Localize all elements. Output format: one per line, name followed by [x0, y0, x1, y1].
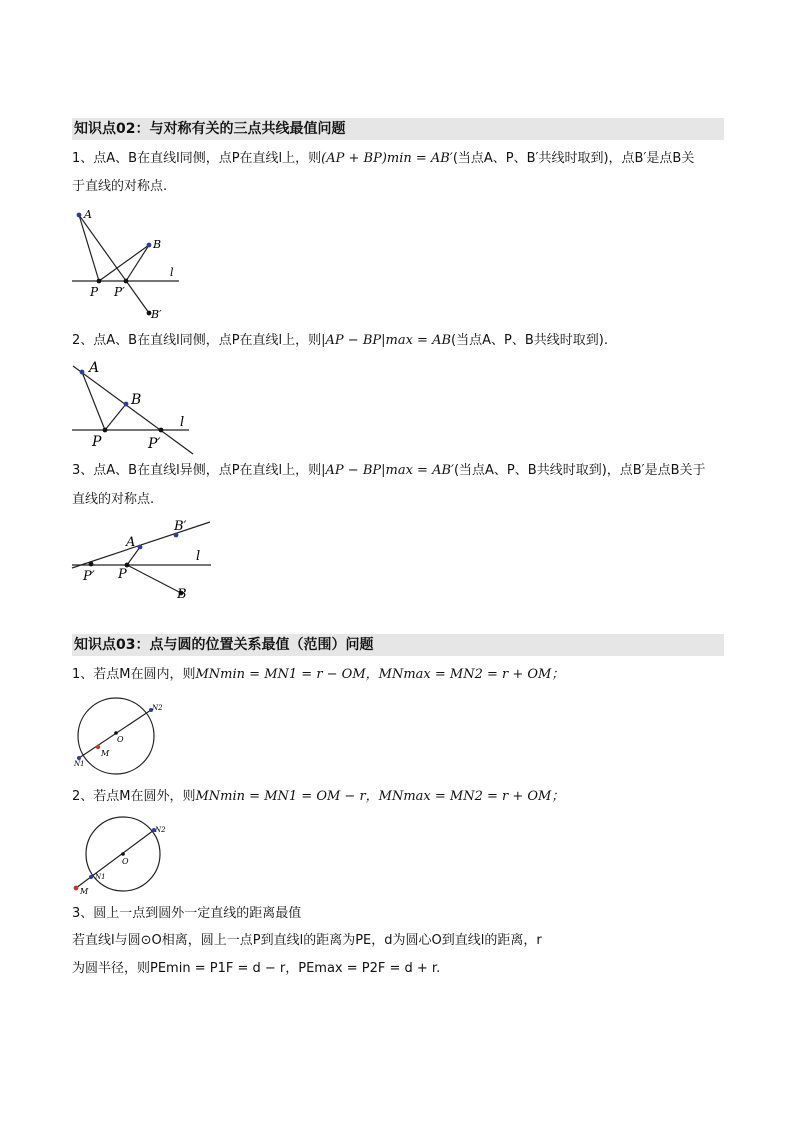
s3-item2-line — [72, 788, 564, 806]
label-A: A — [89, 360, 100, 376]
label-l: l — [180, 415, 185, 430]
s2-item2-text-b: (当点A、P、B共线时取到). — [451, 333, 608, 348]
s3-item1-prefix: 1、若点M在圆内，则 — [72, 667, 196, 682]
label-B: B — [177, 587, 187, 602]
label-N2: N2 — [155, 826, 166, 834]
s2-item1-line2: 于直线的对称点. — [72, 179, 168, 194]
label-l: l — [170, 266, 174, 279]
label-N1: N1 — [74, 760, 85, 768]
label-M: M — [101, 749, 110, 758]
s2-item1-formula: (AP + BP)min = AB′ — [321, 151, 453, 166]
s3-item3-line1: 3、圆上一点到圆外一定直线的距离最值 — [72, 906, 302, 921]
s2-item3-line1 — [72, 462, 706, 480]
label-B: B — [131, 392, 142, 408]
figure-point-outside-circle — [66, 812, 176, 897]
label-N2: N2 — [152, 704, 163, 712]
s2-item1-text-a: 1、点A、B在直线l同侧，点P在直线l上，则 — [72, 151, 322, 166]
label-P: P — [92, 434, 102, 450]
section-heading-03: 知识点03：点与圆的位置关系最值（范围）问题 — [72, 634, 724, 656]
label-A: A — [126, 535, 136, 550]
s3-item1-formula: MNmin = MN1 = r − OM，MNmax = MN2 = r + OM； — [195, 667, 565, 682]
label-O: O — [117, 735, 124, 744]
s2-item3-formula: |AP − BP|max = AB′ — [321, 463, 454, 478]
s2-item2-formula: |AP − BP|max = AB — [321, 333, 452, 348]
s2-item3-text-a: 3、点A、B在直线l异侧，点P在直线l上，则 — [72, 463, 322, 478]
figure-opposite-side-diff — [66, 515, 216, 605]
label-B-prime: B′ — [151, 308, 162, 321]
section-heading-02: 知识点02：与对称有关的三点共线最值问题 — [72, 118, 724, 140]
s2-item3-text-b: (当点A、P、B共线时取到)，点B′是点B关于 — [453, 463, 706, 478]
label-P: P — [90, 285, 99, 299]
figure-same-side-diff — [66, 358, 206, 458]
s3-item2-prefix: 2、若点M在圆外，则 — [72, 789, 196, 804]
s2-item1-text-b: (当点A、P、B′共线时取到)，点B′是点B关 — [452, 151, 695, 166]
label-A: A — [84, 208, 92, 221]
s3-item1-line — [72, 666, 564, 684]
figure-same-side-sum — [66, 205, 216, 320]
label-P-prime: P′ — [148, 436, 161, 452]
label-P: P — [118, 567, 127, 582]
label-P-prime: P′ — [83, 569, 95, 584]
figure-point-inside-circle — [66, 696, 176, 776]
label-P-prime: P′ — [114, 285, 125, 299]
label-M: M — [80, 887, 89, 896]
s3-item2-formula: MNmin = MN1 = OM − r，MNmax = MN2 = r + OM； — [195, 789, 565, 804]
label-B: B — [153, 238, 162, 251]
s3-item3-line3: 为圆半径，则PEmin = P1F = d − r，PEmax = P2F = d + r. — [72, 961, 441, 976]
s2-item1-line1 — [72, 150, 694, 168]
label-O: O — [122, 857, 129, 866]
s2-item3-line2: 直线的对称点. — [72, 492, 155, 507]
label-B-prime: B′ — [174, 519, 187, 534]
label-l: l — [196, 549, 201, 564]
s2-item2-text-a: 2、点A、B在直线l同侧，点P在直线l上，则 — [72, 333, 322, 348]
s3-item3-line2: 若直线l与圆⊙O相离，圆上一点P到直线l的距离为PE，d为圆心O到直线l的距离，r — [72, 933, 542, 948]
s2-item2-line1 — [72, 332, 608, 350]
label-N1: N1 — [95, 873, 106, 881]
